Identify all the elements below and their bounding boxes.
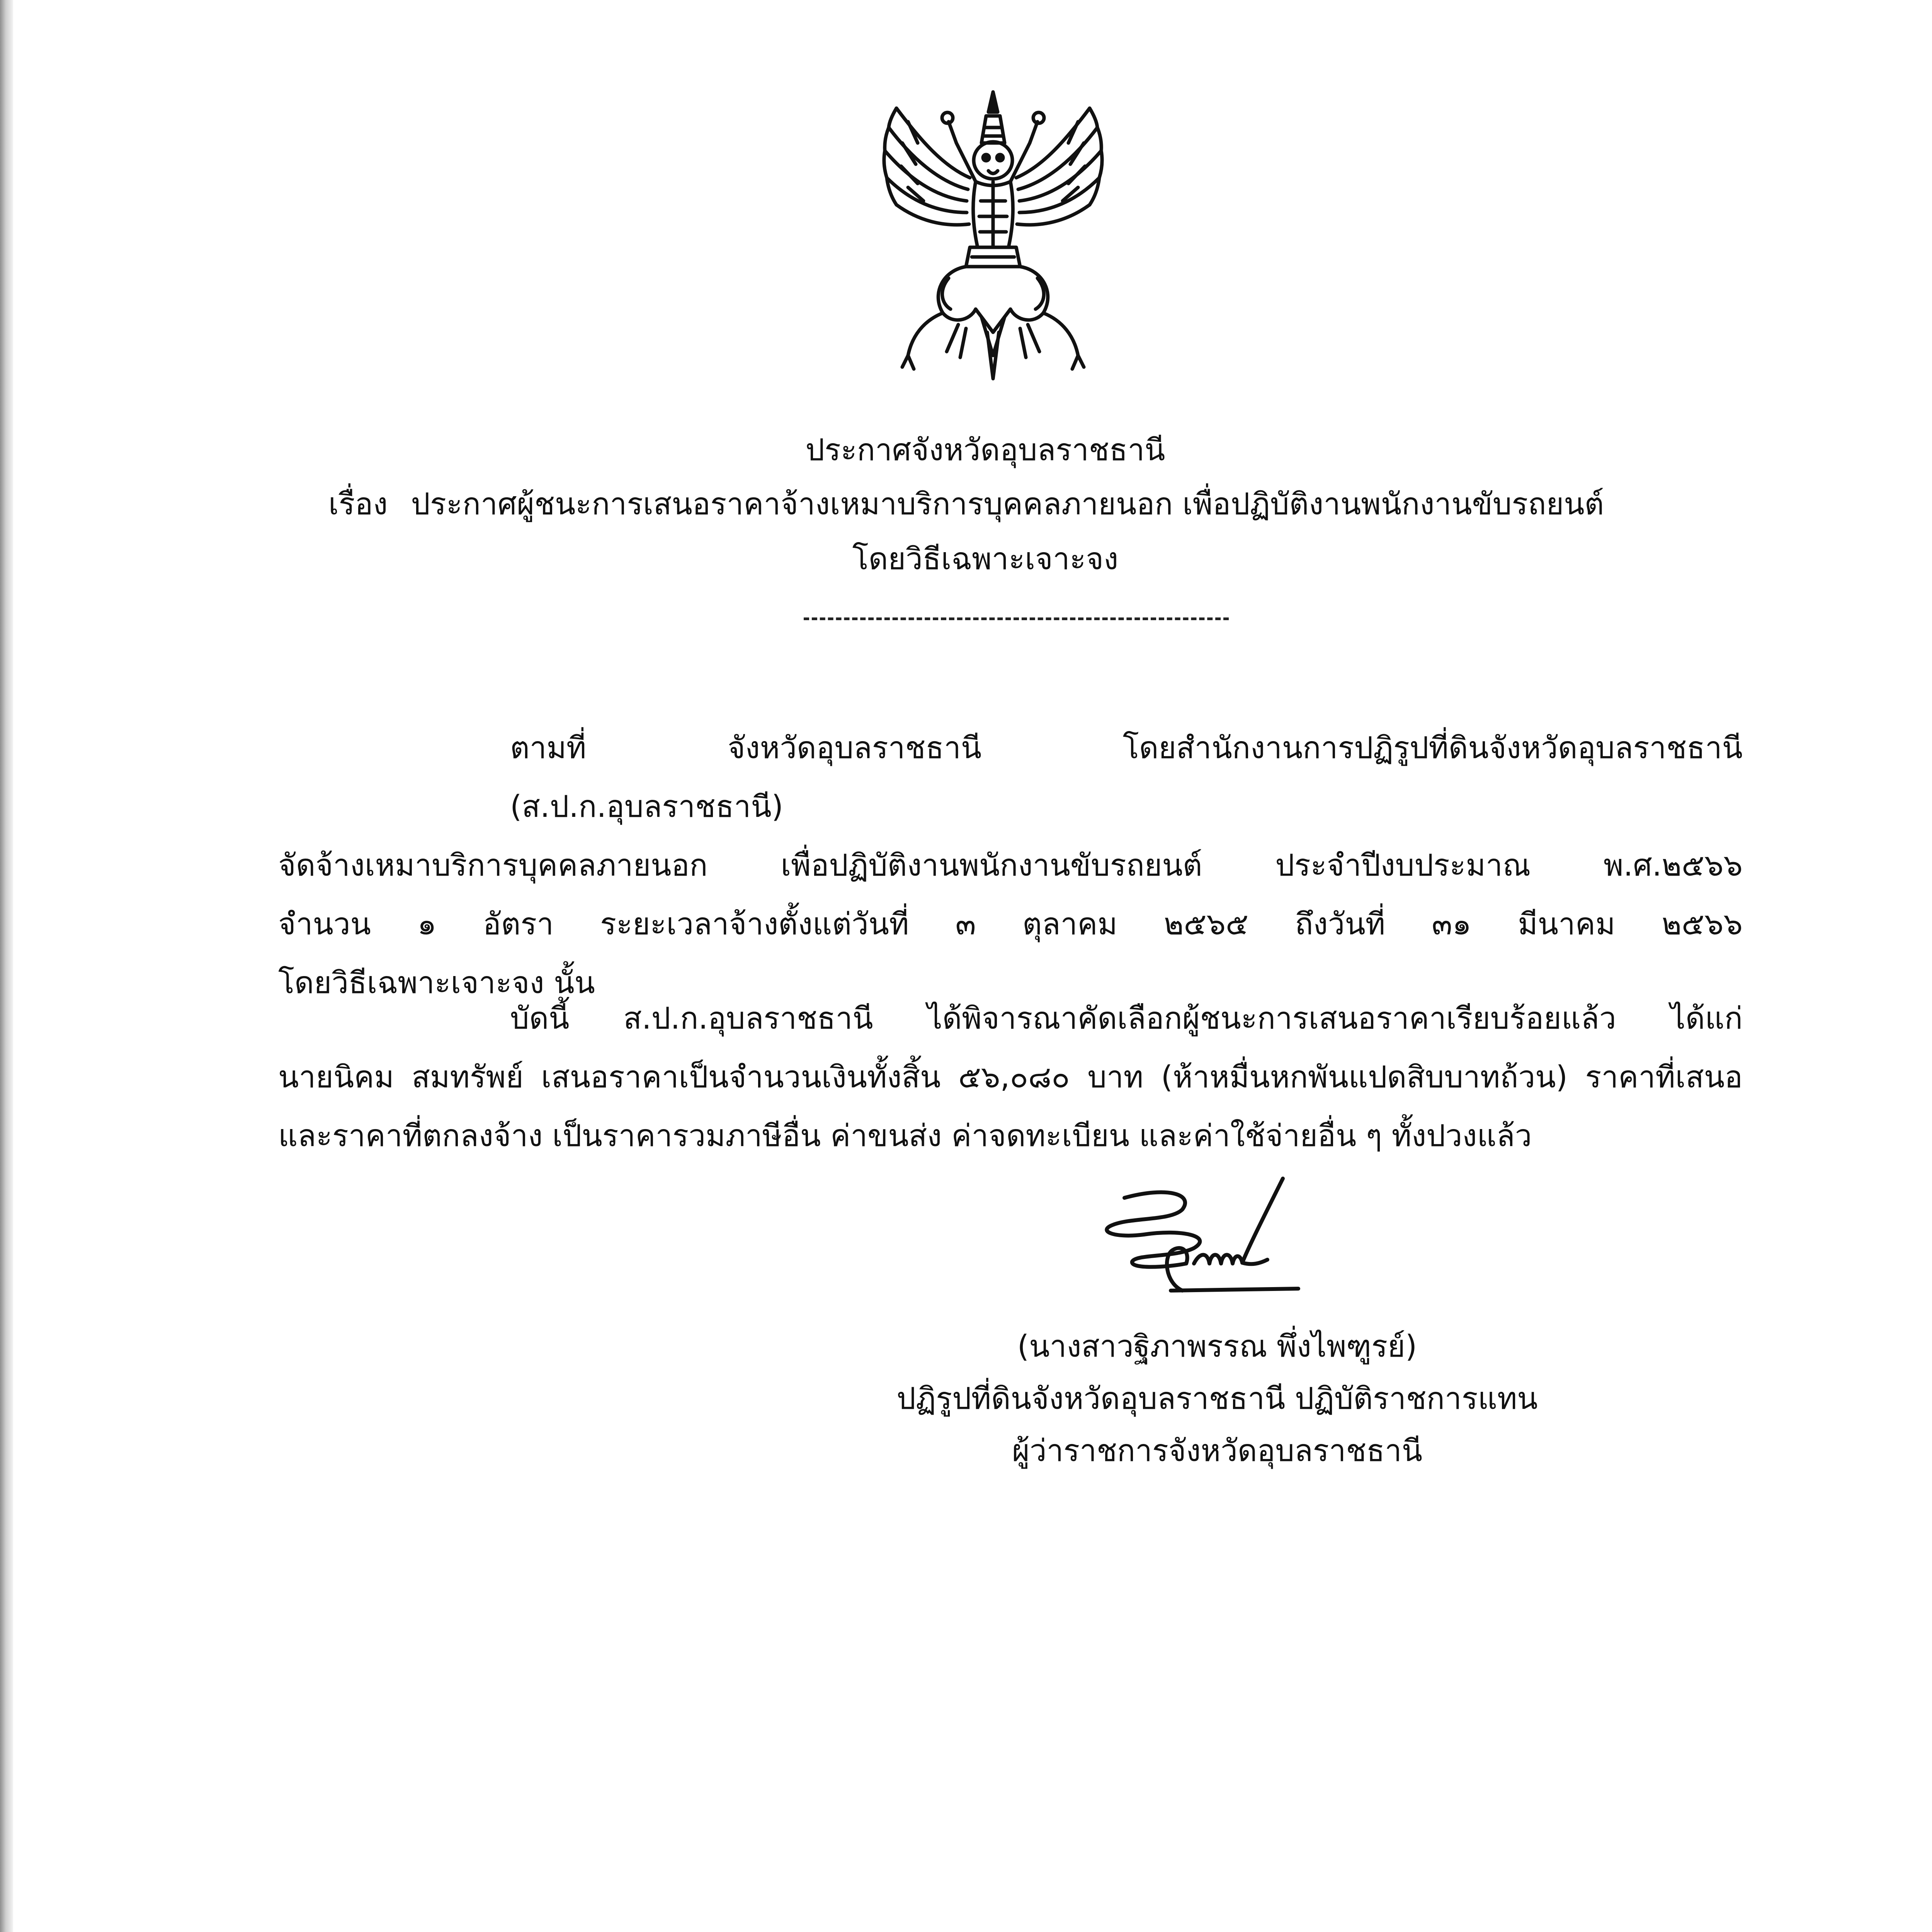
garuda-emblem-icon <box>866 85 1121 394</box>
handwritten-signature-icon <box>1066 1171 1345 1325</box>
paragraph-line: บัดนี้ ส.ป.ก.อุบลราชธานี ได้พิจารณาคัดเลือกผู้ชนะการเสนอราคาเรียบร้อยแล้ว ได้แก่ <box>510 1001 1743 1036</box>
announcement-title: ประกาศจังหวัดอุบลราชธานี <box>805 433 1165 468</box>
paragraph-line: จำนวน ๑ อัตรา ระยะเวลาจ้างตั้งแต่วันที่ ๓ ตุลาคม ๒๕๖๕ ถึงวันที่ ๓๑ มีนาคม ๒๕๖๖ <box>278 907 1743 942</box>
subject-text: ประกาศผู้ชนะการเสนอราคาจ้างเหมาบริการบุคคลภายนอก เพื่อปฏิบัติงานพนักงานขับรถยนต์ <box>411 487 1604 522</box>
subject-continuation: โดยวิธีเฉพาะเจาะจง <box>852 542 1119 577</box>
subject-label: เรื่อง <box>328 487 388 522</box>
signatory-position-line2: ผู้ว่าราชการจังหวัดอุบลราชธานี <box>1012 1434 1423 1468</box>
body-paragraph-1 <box>278 719 1743 1012</box>
signatory-position-line1: ปฏิรูปที่ดินจังหวัดอุบลราชธานี ปฏิบัติราชการแทน <box>896 1381 1538 1416</box>
paragraph-line: นายนิคม สมทรัพย์ เสนอราคาเป็นจำนวนเงินทั้งสิ้น ๕๖,๐๘๐ บาท (ห้าหมื่นหกพันแปดสิบบาทถ้วน) ราคาที่เสนอ <box>278 1060 1743 1095</box>
paragraph-line: ตามที่ จังหวัดอุบลราชธานี โดยสำนักงานการปฏิรูปที่ดินจังหวัดอุบลราชธานี (ส.ป.ก.อุบลราชธานี) <box>510 731 1743 824</box>
body-paragraph-2 <box>278 989 1743 1165</box>
scan-edge-left <box>0 0 13 1932</box>
paragraph-line: จัดจ้างเหมาบริการบุคคลภายนอก เพื่อปฏิบัติงานพนักงานขับรถยนต์ ประจำปีงบประมาณ พ.ศ.๒๕๖๖ <box>278 848 1743 883</box>
paragraph-line: โดยวิธีเฉพาะเจาะจง นั้น <box>278 966 595 1000</box>
signatory-name: (นางสาวฐิภาพรรณ พึ่งไพฑูรย์) <box>1017 1329 1417 1364</box>
subject-line <box>328 483 1604 526</box>
paragraph-line: และราคาที่ตกลงจ้าง เป็นราคารวมภาษีอื่น ค่าขนส่ง ค่าจดทะเบียน และค่าใช้จ่ายอื่น ๆ ทั้งปวงแล้ว <box>278 1119 1532 1153</box>
separator-rule <box>804 617 1229 620</box>
